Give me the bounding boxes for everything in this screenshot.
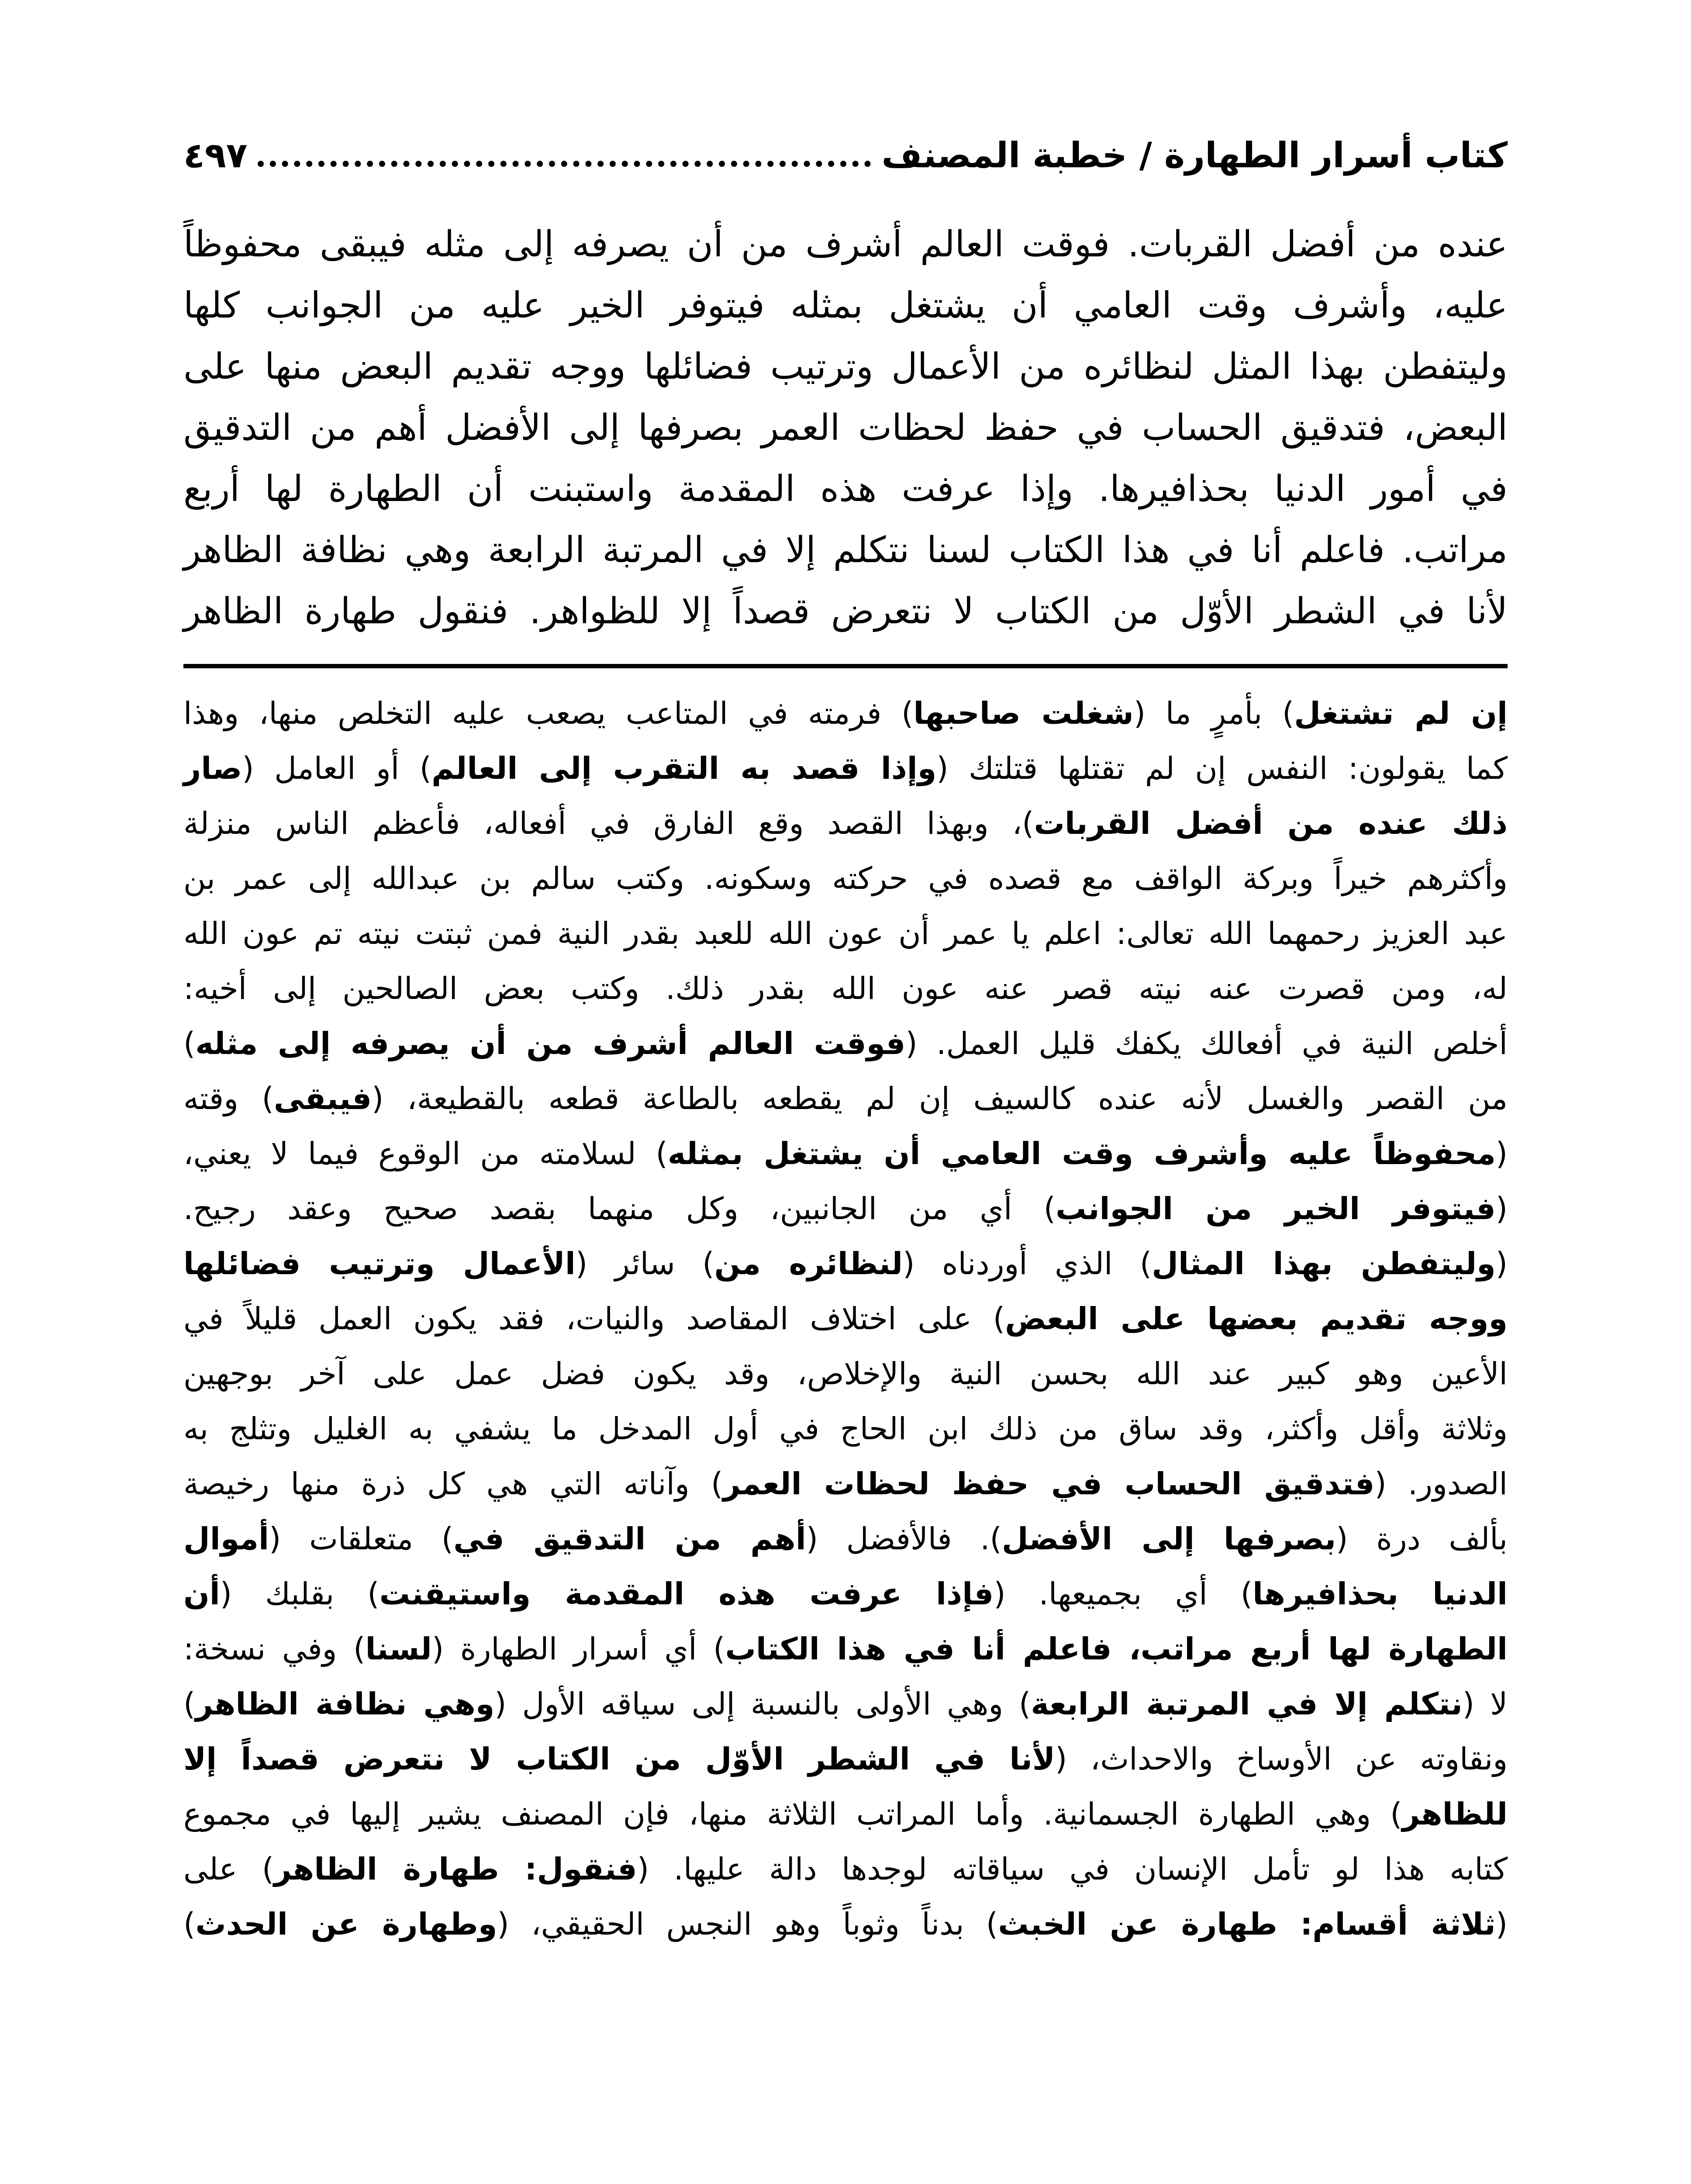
header-title: كتاب أسرار الطهارة / خطبة المصنف xyxy=(881,135,1508,176)
body-text: لا ( xyxy=(1462,1686,1508,1722)
main-text-line xyxy=(183,581,1508,642)
commentary-line xyxy=(183,961,1508,1016)
body-text: ) على xyxy=(183,1851,274,1887)
main-text-line xyxy=(183,520,1508,581)
page-number: ٤٩٧ xyxy=(183,135,248,176)
quoted-matn-text: بصرفها إلى الأفضل xyxy=(1001,1521,1336,1557)
quoted-matn-text: الدنيا بحذافيرها xyxy=(1253,1576,1508,1612)
body-text: عنده من أفضل القربات. فوقت العالم أشرف من أن يصرفه إلى مثله فيبقى محفوظاً xyxy=(183,224,1508,265)
quoted-matn-text: فيبقى xyxy=(273,1081,372,1116)
body-text: وليتفطن بهذا المثل لنظائره من الأعمال وترتيب فضائلها ووجه تقديم البعض منها على xyxy=(183,346,1508,387)
quoted-matn-text: للظاهر xyxy=(1402,1796,1508,1832)
commentary-line xyxy=(183,796,1508,851)
body-text: الأعين وهو كبير عند الله بحسن النية والإخلاص، وقد يكون فضل عمل على آخر بوجهين xyxy=(183,1356,1508,1392)
commentary-line xyxy=(183,741,1508,796)
running-header xyxy=(183,122,1508,188)
quoted-matn-text: فوقت العالم أشرف من أن يصرفه إلى مثله xyxy=(195,1026,906,1061)
commentary-line xyxy=(183,1346,1508,1401)
body-text: الصدور. ( xyxy=(1374,1466,1508,1502)
body-text: لأنا في الشطر الأوّل من الكتاب لا نتعرض قصداً إلا للظواهر. فنقول طهارة الظاهر xyxy=(183,591,1508,632)
commentary-line xyxy=(183,1456,1508,1511)
body-text: ) xyxy=(183,1026,196,1061)
main-text-line xyxy=(183,336,1508,397)
quoted-matn-text: وإذا قصد به التقرب إلى العالم xyxy=(431,750,937,786)
body-text: ) وفي نسخة: xyxy=(183,1631,366,1667)
body-text: ) بأمرٍ ما ( xyxy=(1133,695,1294,731)
quoted-matn-text: لسنا xyxy=(365,1631,432,1667)
body-text: وأكثرهم خيراً وبركة الواقف مع قصده في حركته وسكونه. وكتب سالم بن عبدالله إلى عمر بن xyxy=(183,860,1508,896)
quoted-matn-text: فإذا عرفت هذه المقدمة واستيقنت xyxy=(379,1576,994,1612)
body-text: بألف درة ( xyxy=(1336,1521,1508,1557)
main-text-line xyxy=(183,214,1508,275)
commentary-line xyxy=(183,906,1508,961)
quoted-matn-text: الطهارة لها أربع مراتب، فاعلم أنا في هذا الكتاب xyxy=(725,1631,1508,1667)
commentary-block xyxy=(183,686,1508,1952)
body-text: أخلص النية في أفعالك يكفك قليل العمل. ( xyxy=(905,1026,1508,1061)
body-text: ) أي بجميعها. ( xyxy=(994,1576,1253,1612)
commentary-line xyxy=(183,686,1508,741)
quoted-matn-text: وليتفطن بهذا المثال xyxy=(1152,1246,1496,1282)
body-text: ) بدناً وثوباً وهو النجس الحقيقي، ( xyxy=(497,1906,998,1942)
body-text: ) أو العامل ( xyxy=(242,750,432,786)
commentary-line xyxy=(183,1401,1508,1456)
body-text: ) xyxy=(183,1686,196,1722)
quoted-matn-text: فيتوفر الخير من الجوانب xyxy=(1056,1191,1496,1227)
quoted-matn-text: محفوظاً عليه وأشرف وقت العامي أن يشتغل بمثله xyxy=(667,1136,1496,1171)
commentary-line xyxy=(183,851,1508,906)
body-text: ) أي أسرار الطهارة ( xyxy=(431,1631,725,1667)
commentary-line xyxy=(183,1897,1508,1952)
body-text: ) وآناته التي هي كل ذرة منها رخيصة xyxy=(183,1466,723,1502)
quoted-matn-text: إن لم تشتغل xyxy=(1294,695,1508,731)
body-text: كما يقولون: النفس إن لم تقتلها قتلتك ( xyxy=(936,750,1508,786)
quoted-matn-text: صار xyxy=(183,750,242,786)
body-text: ) متعلقات ( xyxy=(269,1521,454,1557)
main-text-block xyxy=(183,214,1508,642)
body-text: ونقاوته عن الأوساخ والاحداث، ( xyxy=(1055,1741,1508,1777)
commentary-line xyxy=(183,1566,1508,1621)
commentary-line xyxy=(183,1511,1508,1566)
quoted-matn-text: ذلك عنده من أفضل القربات xyxy=(1034,805,1508,841)
body-text: له، ومن قصرت عنه نيته قصر عنه عون الله بقدر ذلك. وكتب بعض الصالحين إلى أخيه: xyxy=(183,971,1508,1006)
body-text: ) وقته xyxy=(183,1081,274,1116)
commentary-line xyxy=(183,1016,1508,1071)
body-text: ( xyxy=(1495,1246,1508,1282)
body-text: ) xyxy=(183,1906,196,1942)
commentary-line xyxy=(183,1181,1508,1236)
body-text: ( xyxy=(1495,1906,1508,1942)
footnote-separator-rule xyxy=(183,664,1508,668)
commentary-line xyxy=(183,1071,1508,1126)
quoted-matn-text: لنظائره من xyxy=(714,1246,903,1282)
body-text: كتابه هذا لو تأمل الإنسان في سياقاته لوجدها دالة عليها. ( xyxy=(637,1851,1508,1887)
body-text: ). فالأفضل ( xyxy=(806,1521,1002,1557)
header-dot-leader xyxy=(258,161,871,167)
commentary-line xyxy=(183,1621,1508,1676)
quoted-matn-text: أن xyxy=(183,1576,220,1612)
body-text: ) وهي الأولى بالنسبة إلى سياقه الأول ( xyxy=(494,1686,1031,1722)
commentary-line xyxy=(183,1236,1508,1291)
body-text: ) وهي الطهارة الجسمانية. وأما المراتب الثلاثة منها، فإن المصنف يشير إليها في مجموع xyxy=(183,1796,1402,1832)
quoted-matn-text: الأعمال وترتيب فضائلها xyxy=(183,1246,576,1282)
commentary-line xyxy=(183,1731,1508,1787)
main-text-line xyxy=(183,459,1508,520)
body-text: ) أي من الجانبين، وكل منهما بقصد صحيح وعقد رجيح. xyxy=(183,1191,1056,1227)
commentary-line xyxy=(183,1676,1508,1731)
body-text: ( xyxy=(1495,1136,1508,1171)
body-text: في أمور الدنيا بحذافيرها. وإذا عرفت هذه المقدمة واستبنت أن الطهارة لها أربع xyxy=(183,468,1508,510)
quoted-matn-text: أهم من التدقيق في xyxy=(453,1521,806,1557)
body-text: ) على اختلاف المقاصد والنيات، فقد يكون العمل قليلاً في xyxy=(183,1301,1005,1337)
body-text: عبد العزيز رحمهما الله تعالى: اعلم يا عمر أن عون الله للعبد بقدر النية فمن ثبتت نيته تم عون الله xyxy=(183,916,1508,951)
body-text: عليه، وأشرف وقت العامي أن يشتغل بمثله فيتوفر الخير عليه من الجوانب كلها xyxy=(183,285,1508,326)
commentary-line xyxy=(183,1126,1508,1181)
body-text: وثلاثة وأقل وأكثر، وقد ساق من ذلك ابن الحاج في أول المدخل ما يشفي به الغليل وتثلج به xyxy=(183,1411,1508,1447)
quoted-matn-text: أموال xyxy=(183,1521,269,1557)
body-text: البعض، فتدقيق الحساب في حفظ لحظات العمر بصرفها إلى الأفضل أهم من التدقيق xyxy=(183,407,1508,449)
body-text: مراتب. فاعلم أنا في هذا الكتاب لسنا نتكلم إلا في المرتبة الرابعة وهي نظافة الظاهر xyxy=(183,529,1508,571)
main-text-line xyxy=(183,275,1508,336)
body-text: ( xyxy=(1495,1191,1508,1227)
quoted-matn-text: شغلت صاحبها xyxy=(913,695,1134,731)
body-text: )، وبهذا القصد وقع الفارق في أفعاله، فأعظم الناس منزلة xyxy=(183,805,1034,841)
body-text: من القصر والغسل لأنه عنده كالسيف إن لم يقطعه بالطاعة قطعه بالقطيعة، ( xyxy=(372,1081,1508,1116)
commentary-line xyxy=(183,1291,1508,1346)
quoted-matn-text: نتكلم إلا في المرتبة الرابعة xyxy=(1031,1686,1463,1722)
quoted-matn-text: وهي نظافة الظاهر xyxy=(195,1686,495,1722)
body-text: ) فرمته في المتاعب يصعب عليه التخلص منها، وهذا xyxy=(183,695,914,731)
quoted-matn-text: وطهارة عن الحدث xyxy=(195,1906,497,1942)
commentary-line xyxy=(183,1842,1508,1897)
quoted-matn-text: ووجه تقديم بعضها على البعض xyxy=(1005,1301,1508,1337)
quoted-matn-text: ثلاثة أقسام: طهارة عن الخبث xyxy=(998,1906,1496,1942)
body-text: ) بقلبك ( xyxy=(220,1576,380,1612)
quoted-matn-text: لأنا في الشطر الأوّل من الكتاب لا نتعرض قصداً إلا xyxy=(183,1741,1056,1777)
main-text-line xyxy=(183,397,1508,459)
quoted-matn-text: فتدقيق الحساب في حفظ لحظات العمر xyxy=(723,1466,1375,1502)
quoted-matn-text: فنقول: طهارة الظاهر xyxy=(274,1851,637,1887)
body-text: ) الذي أوردناه ( xyxy=(903,1246,1152,1282)
commentary-line xyxy=(183,1787,1508,1842)
body-text: ) سائر ( xyxy=(575,1246,714,1282)
body-text: ) لسلامته من الوقوع فيما لا يعني، xyxy=(183,1136,668,1171)
